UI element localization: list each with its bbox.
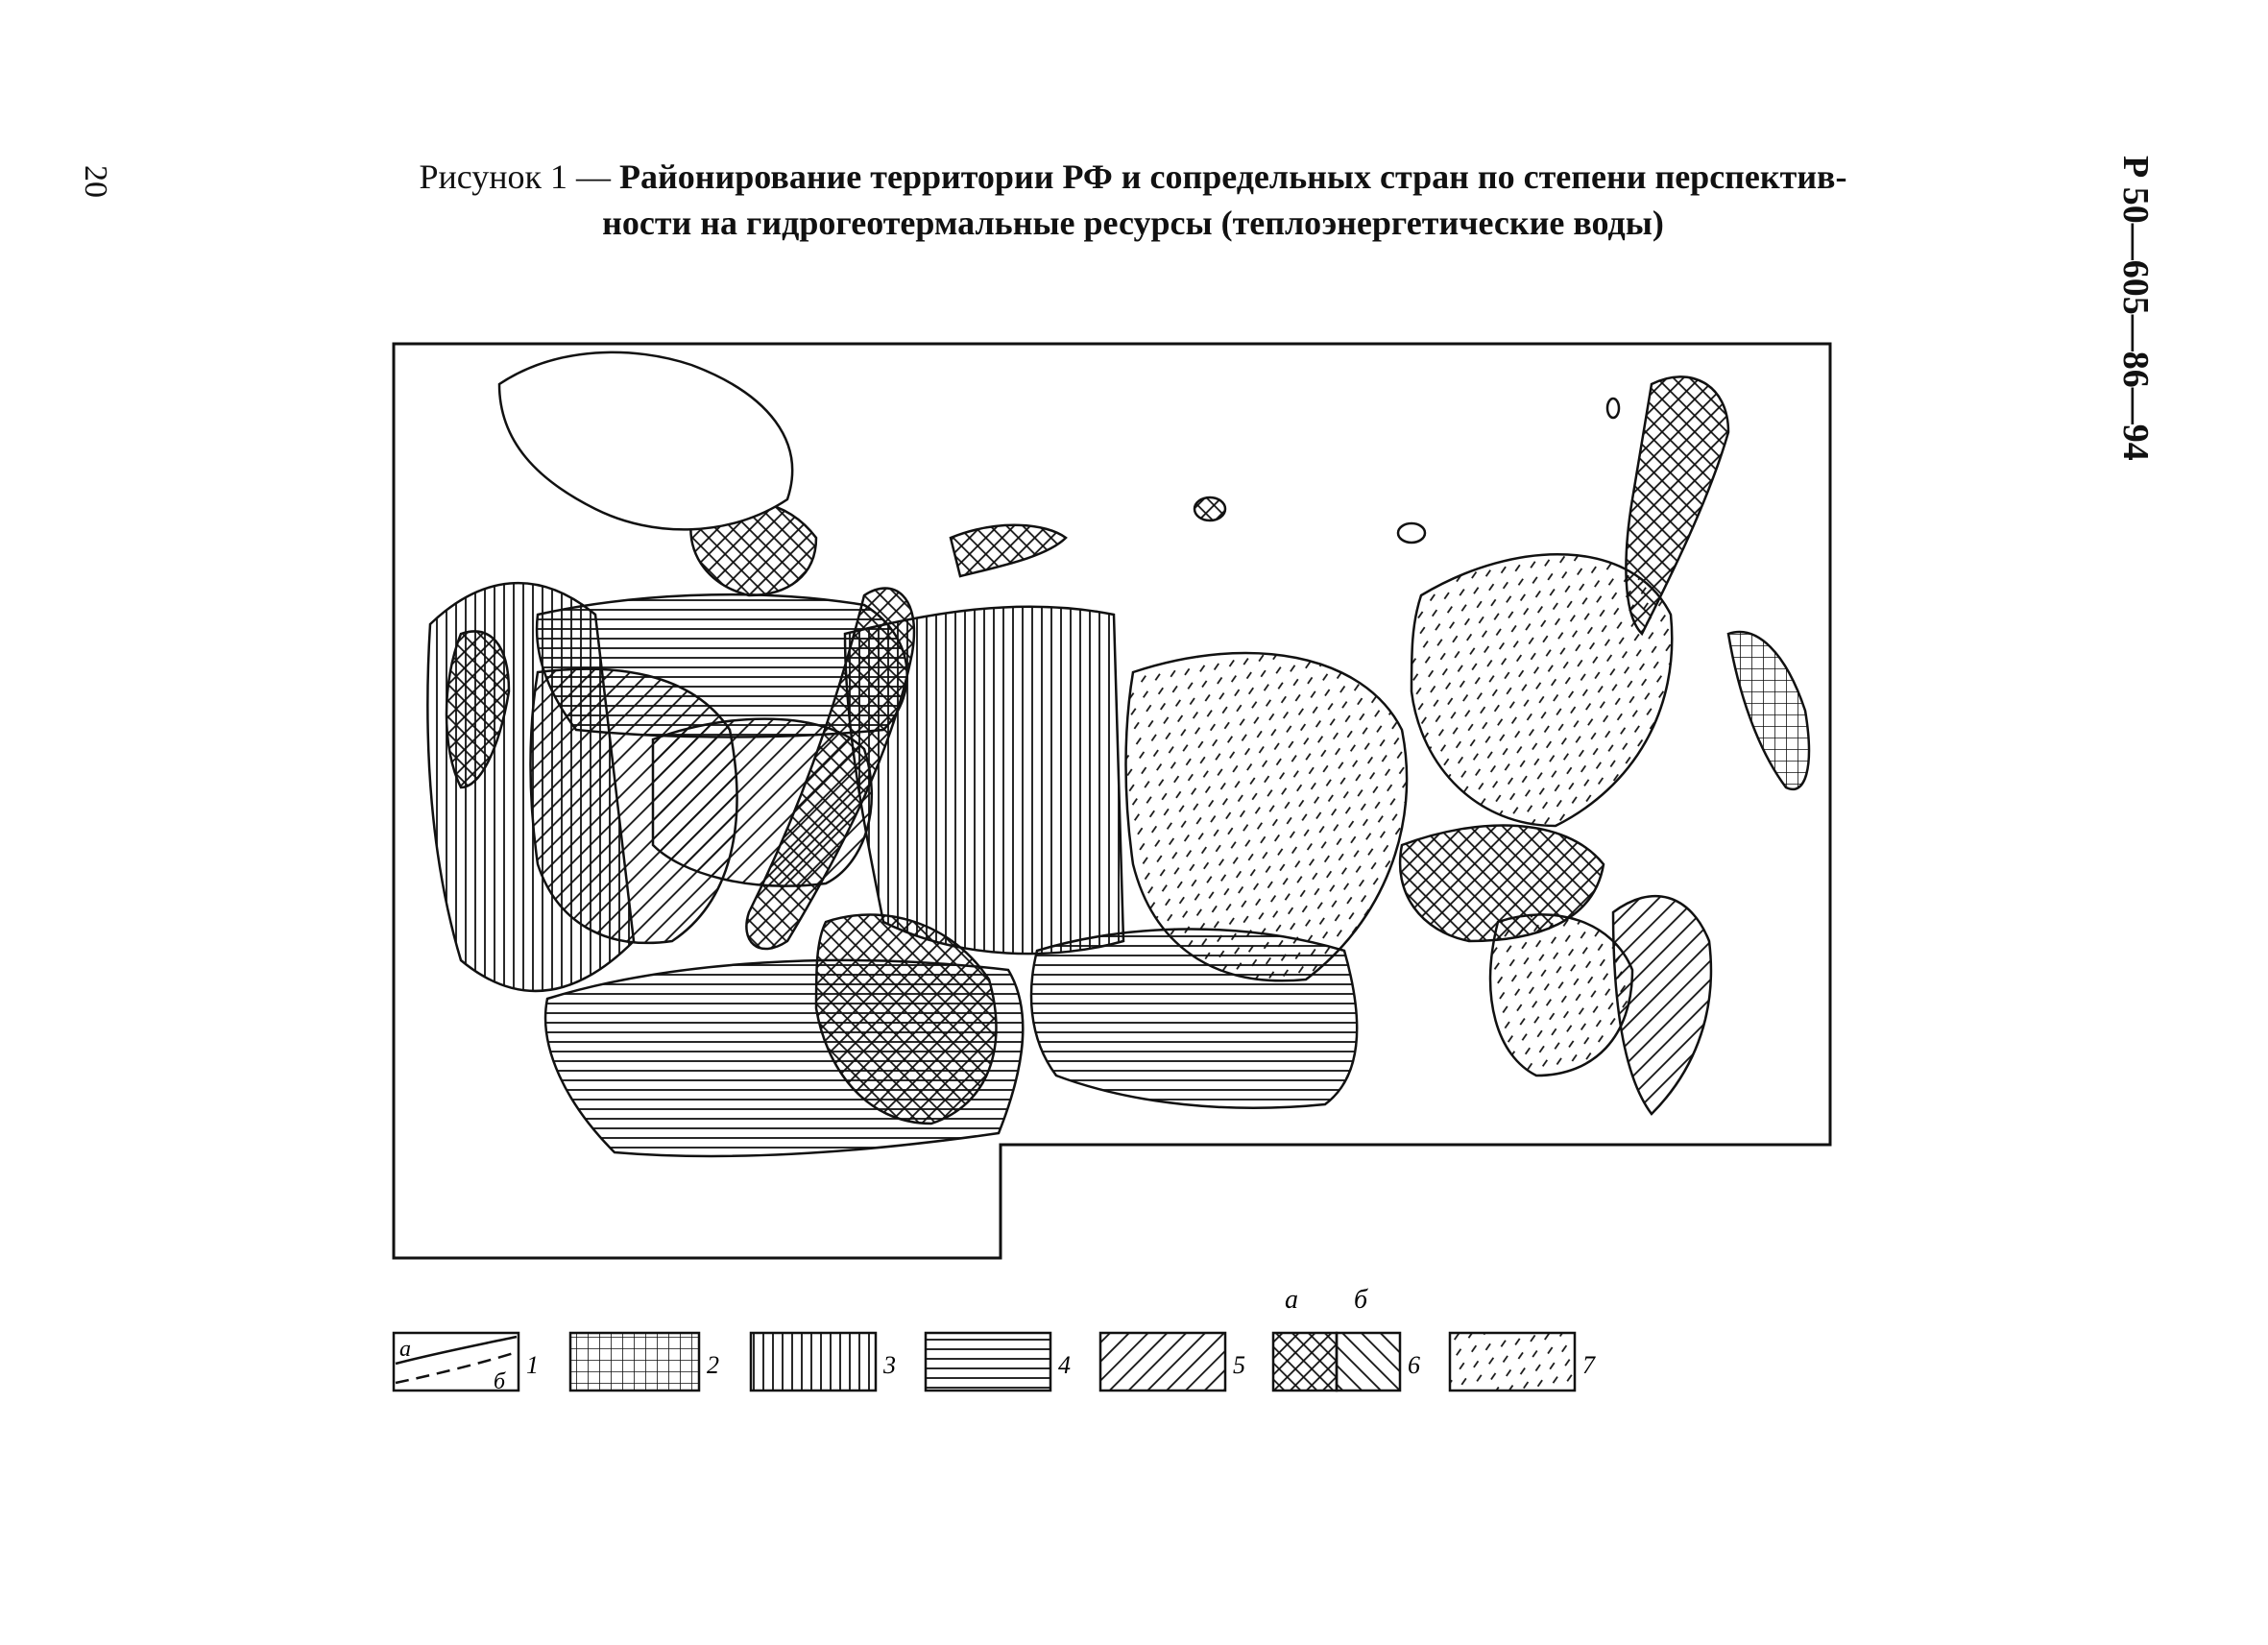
scandinavia-outline	[499, 352, 792, 530]
legend-swatch-2	[570, 1333, 699, 1391]
caption-line2: ности на гидрогеотермальные ресурсы (теплоэнергетические воды)	[602, 204, 1664, 242]
legend-1-number: 1	[526, 1351, 539, 1379]
document-code: Р 50—605—86—94	[2115, 156, 2156, 461]
legend-1-label-a: а	[399, 1337, 411, 1362]
zone-dashed-south	[1490, 914, 1632, 1076]
island-novaya-zemlya	[951, 525, 1066, 576]
legend-swatch-5	[1100, 1333, 1225, 1391]
caption-line1: Районирование территории РФ и сопредельных стран по степени перспектив-	[619, 157, 1847, 196]
legend-4-number: 4	[1058, 1351, 1071, 1379]
island-1	[1194, 497, 1225, 520]
legend-6-label-a: а	[1285, 1285, 1298, 1315]
legend-2-number: 2	[707, 1351, 719, 1379]
page-number: 20	[78, 165, 113, 198]
legend-1-label-b: б	[494, 1369, 506, 1394]
island-2	[1398, 523, 1425, 543]
legend-swatch-3	[751, 1333, 876, 1391]
legend-swatch-4	[926, 1333, 1050, 1391]
legend-3-number: 3	[883, 1351, 896, 1379]
legend-swatch-7	[1450, 1333, 1575, 1391]
legend-6-label-b: б	[1354, 1285, 1368, 1315]
zone-dashed-siberia	[1126, 653, 1408, 980]
legend	[394, 1333, 1596, 1394]
map-zones	[427, 352, 1809, 1156]
legend-swatch-6b	[1337, 1333, 1400, 1391]
legend-6-number: 6	[1408, 1351, 1420, 1379]
caption-lead: Рисунок 1 —	[419, 157, 620, 196]
legend-7-number: 7	[1582, 1351, 1595, 1379]
legend-5-number: 5	[1233, 1351, 1245, 1379]
zone-crosshatch-chukotka	[1626, 376, 1728, 634]
zone-grid-kamchatka	[1728, 632, 1809, 789]
island-3	[1607, 399, 1619, 418]
legend-swatch-6a	[1273, 1333, 1337, 1391]
